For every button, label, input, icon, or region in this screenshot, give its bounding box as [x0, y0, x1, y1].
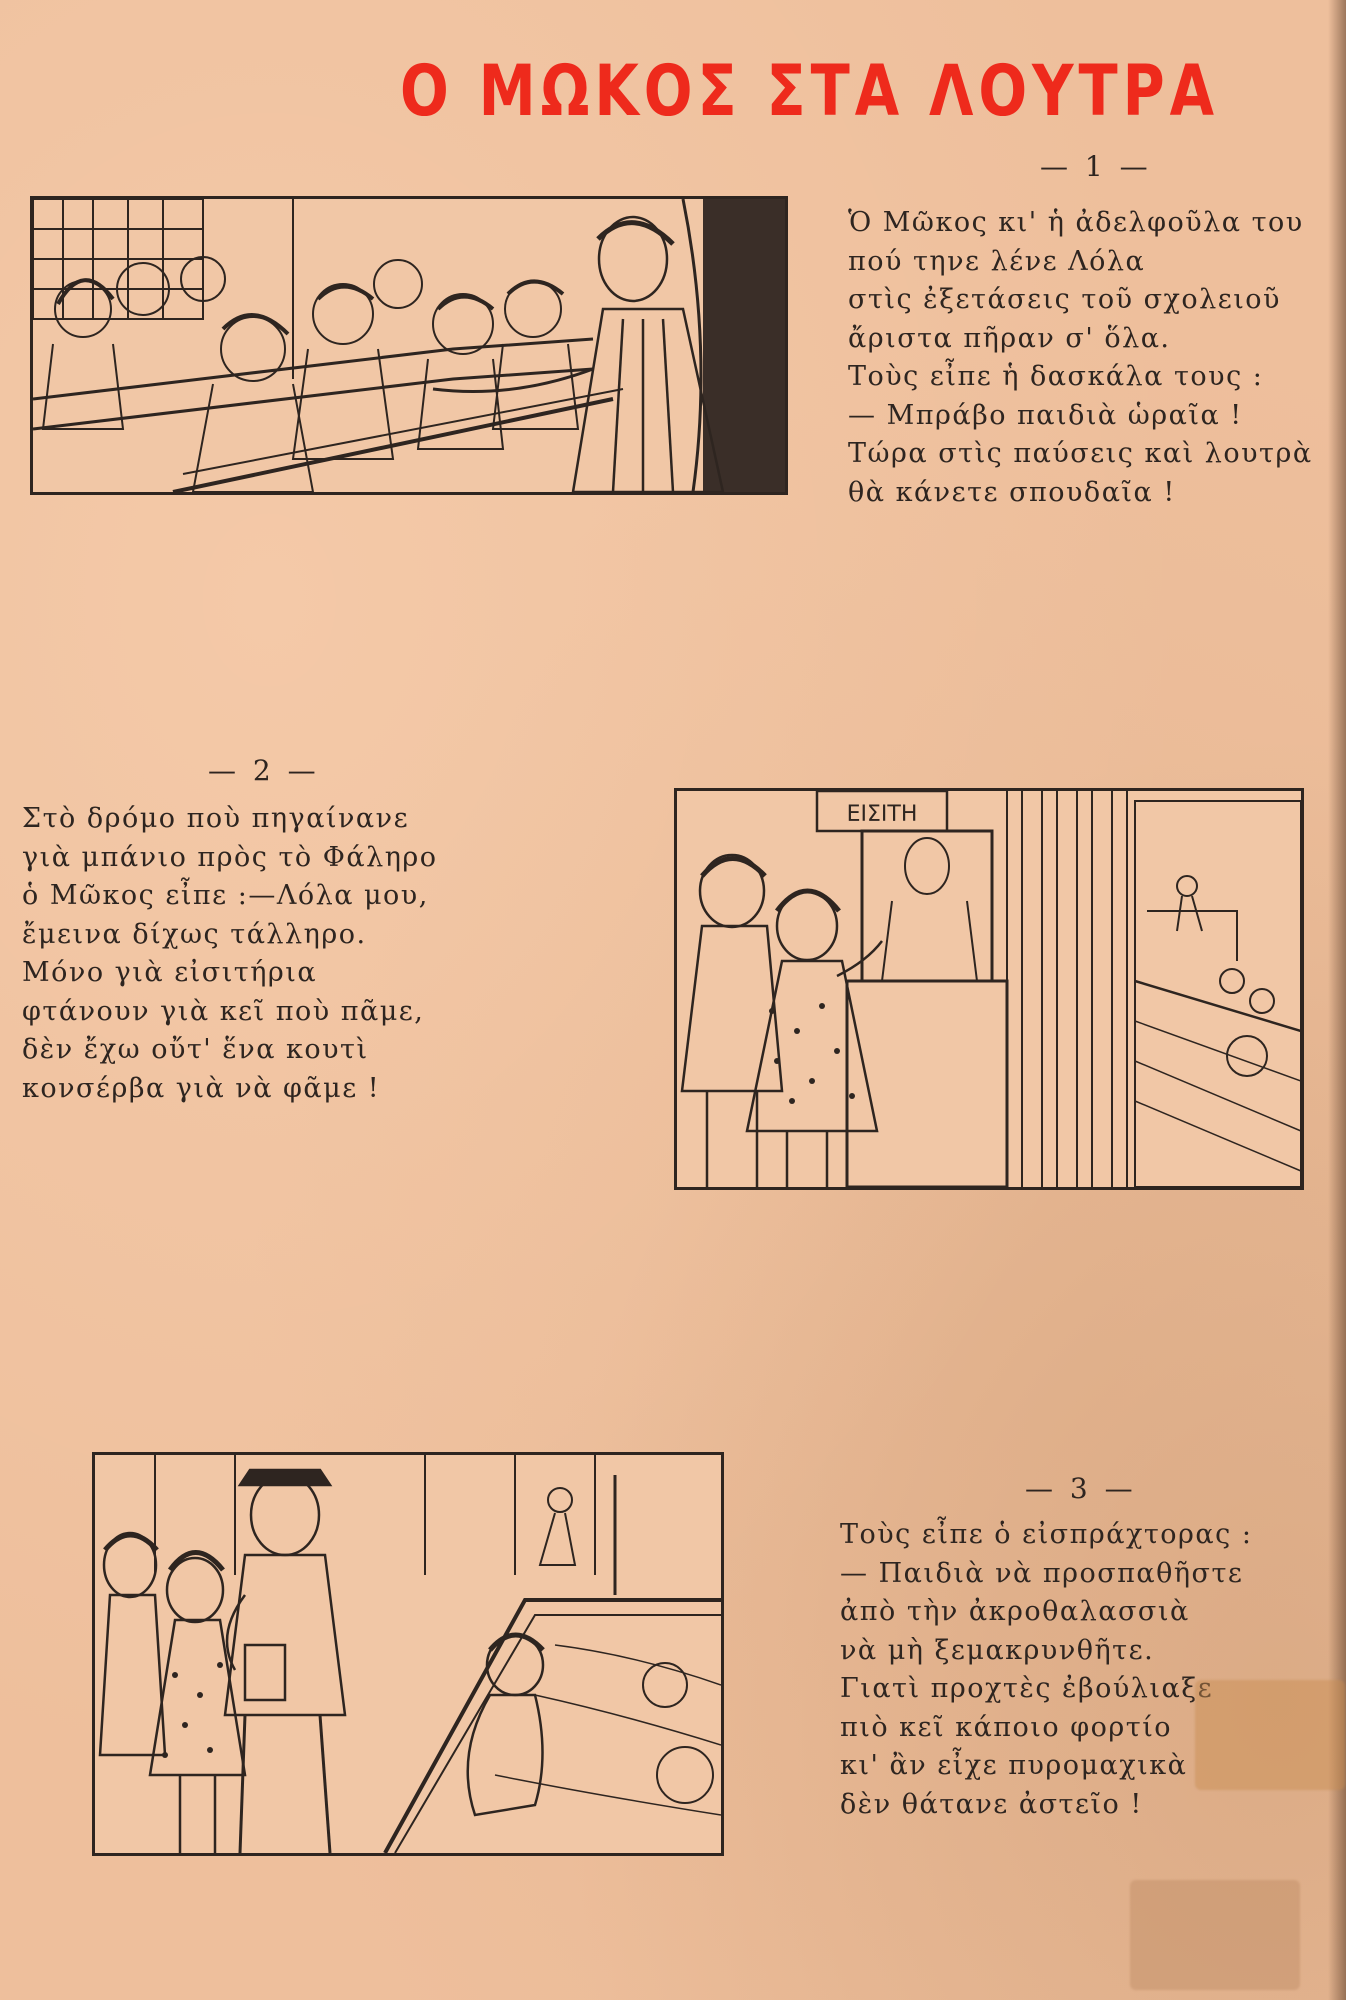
- page-title: Ο ΜΩΚΟΣ ΣΤΑ ΛΟΥΤΡΑ: [400, 50, 1219, 132]
- section-1-number: — 1 —: [1040, 150, 1152, 183]
- verse-line: πιὸ κεῖ κάποιο φορτίο: [840, 1711, 1173, 1743]
- verse-line: ἀπὸ τὴν ἀκροθαλασσιὰ: [840, 1596, 1190, 1627]
- verse-line: γιὰ μπάνιο πρὸς τὸ Φάληρο: [22, 841, 438, 873]
- verse-line: κι' ἂν εἶχε πυρομαχικὰ: [840, 1750, 1188, 1781]
- section-2-number: — 2 —: [208, 754, 320, 787]
- verse-line: ἔμεινα δίχως τάλληρο.: [22, 918, 367, 950]
- tape-stain: [1195, 1680, 1345, 1790]
- verse-line: κονσέρβα γιὰ νὰ φᾶμε !: [22, 1072, 381, 1104]
- verse-line: θὰ κάνετε σπουδαῖα !: [848, 476, 1176, 508]
- illustration-ticket-booth: [674, 788, 1304, 1190]
- verse-line: Μόνο γιὰ εἰσιτήρια: [22, 957, 318, 988]
- verse-line: — Παιδιὰ νὰ προσπαθῆστε: [840, 1557, 1244, 1589]
- verse-line: — Μπράβο παιδιὰ ὡραῖα !: [848, 399, 1243, 431]
- illustration-classroom: [30, 196, 788, 495]
- verse-line: πού τηνε λένε Λόλα: [848, 245, 1146, 277]
- verse-line: Στὸ δρόμο ποὺ πηγαίνανε: [22, 803, 410, 834]
- verse-line: Τώρα στὶς παύσεις καὶ λουτρὰ: [848, 438, 1313, 469]
- verse-line: Γιατὶ προχτὲς ἐβούλιαξε: [840, 1673, 1214, 1704]
- paper-stain: [1130, 1880, 1300, 1990]
- verse-line: στὶς ἐξετάσεις τοῦ σχολειοῦ: [848, 284, 1281, 315]
- section-2-verse: [22, 800, 438, 1108]
- verse-line: ὁ Μῶκος εἶπε :—Λόλα μου,: [22, 880, 429, 911]
- verse-line: Τοὺς εἶπε ἡ δασκάλα τους :: [848, 361, 1264, 392]
- section-1-verse: [848, 204, 1313, 512]
- verse-line: Ὁ Μῶκος κι' ἡ ἀδελφοῦλα του: [848, 207, 1304, 238]
- illustration-pool-collector: [92, 1452, 724, 1856]
- verse-line: ἄριστα πῆραν σ' ὅλα.: [848, 322, 1171, 354]
- verse-line: φτάνουν γιὰ κεῖ ποὺ πᾶμε,: [22, 995, 425, 1027]
- verse-line: Τοὺς εἶπε ὁ εἰσπράχτορας :: [840, 1519, 1253, 1550]
- verse-line: δὲν ἔχω οὔτ' ἕνα κουτὶ: [22, 1034, 369, 1065]
- section-3-verse: [840, 1516, 1252, 1824]
- verse-line: νὰ μὴ ξεμακρυνθῆτε.: [840, 1634, 1155, 1666]
- verse-line: δὲν θάτανε ἀστεῖο !: [840, 1788, 1143, 1820]
- booth-sign: ΕΙΣΙΤΗ: [846, 802, 918, 827]
- section-3-number: — 3 —: [1025, 1472, 1137, 1505]
